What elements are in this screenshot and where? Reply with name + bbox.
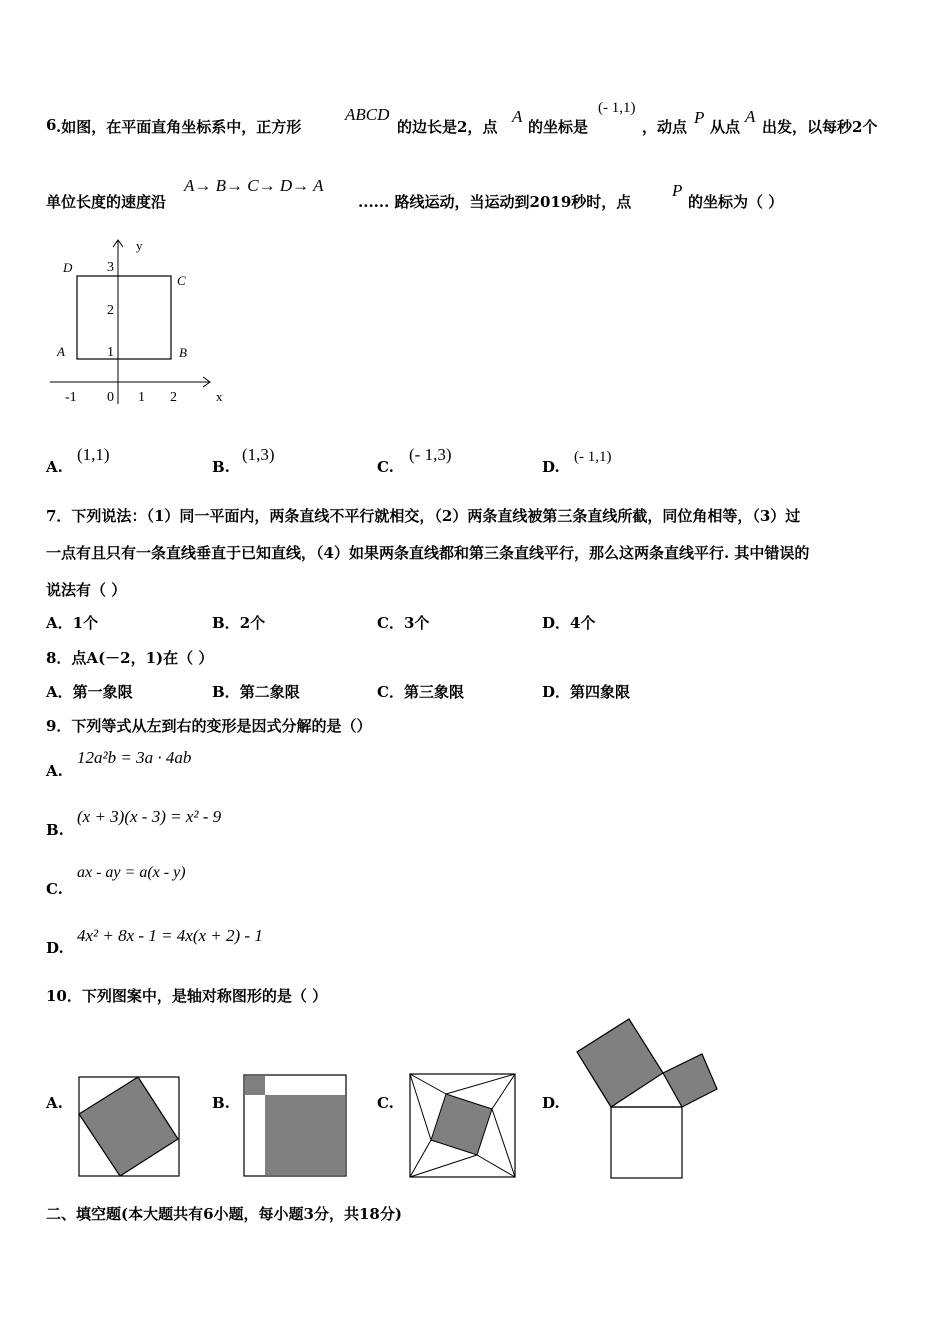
q6-coordinate-figure: [48, 234, 238, 409]
q6-math-a: A: [512, 107, 523, 126]
q6-math-a2: A: [745, 107, 756, 126]
q6-math-abcd: ABCD: [345, 105, 390, 124]
q10-stem: 10．下列图案中，是轴对称图形的是（ ）: [46, 987, 328, 1005]
q6-text-5: 从点: [710, 118, 741, 136]
q7-option-d: D．4个: [542, 614, 596, 632]
x-axis-label: x: [216, 389, 223, 404]
q8-option-d: D．第四象限: [542, 683, 631, 701]
x-tick-label: -1: [65, 390, 77, 405]
q8-stem: 8．点A(－2，1)在（ ）: [46, 649, 214, 667]
q6-option-b-label: B.: [212, 458, 230, 476]
x-tick-label: 1: [138, 390, 145, 405]
x-tick-label: 2: [170, 390, 177, 405]
q9-option-d-equation: 4x² + 8x - 1 = 4x(x + 2) - 1: [77, 926, 263, 945]
q6-text-9: 的坐标为（ ）: [688, 193, 784, 211]
q6-math-path: A→ B→ C→ D→ A: [184, 176, 324, 195]
y-tick-label: 2: [107, 303, 114, 318]
q6-text-1: .如图，在平面直角坐标系中，正方形: [56, 118, 302, 136]
q6-text-4: ，动点: [642, 118, 688, 136]
q7-line-2: 一点有且只有一条直线垂直于已知直线，（4）如果两条直线都和第三条直线平行，那么这两条直线平行. 其中错误的: [46, 544, 810, 562]
q10-option-d-label: D.: [542, 1094, 560, 1112]
q6-option-d-value: (- 1,1): [574, 449, 612, 465]
point-d-label: D: [63, 260, 73, 275]
q7-line-3: 说法有（ ）: [46, 581, 127, 599]
point-a-label: A: [57, 344, 65, 359]
q6-math-p2: P: [672, 181, 683, 200]
q6-text-6: 出发，以每秒2个: [762, 118, 878, 136]
q10-figure-d: [574, 1016, 720, 1180]
corner-small-square: [245, 1076, 265, 1095]
q10-figure-a: [78, 1076, 181, 1177]
right-tilted-square: [663, 1054, 717, 1107]
q6-text-8: ...... 路线运动，当运动到2019秒时，点: [358, 193, 632, 211]
q9-option-b-label: B.: [46, 821, 64, 839]
q7-option-a: A．1个: [46, 614, 99, 632]
q6-option-c-label: C.: [377, 458, 394, 476]
q7-option-c: C．3个: [377, 614, 430, 632]
q8-option-a: A．第一象限: [46, 683, 133, 701]
q10-option-c-label: C.: [377, 1094, 394, 1112]
q9-option-a-equation: 12a²b = 3a · 4ab: [77, 748, 192, 767]
q6-text-3: 的坐标是: [528, 118, 589, 136]
q6-number: 6: [46, 116, 57, 134]
q6-option-a-value: (1,1): [77, 445, 110, 464]
q6-option-c-value: (- 1,3): [409, 445, 452, 464]
q7-option-b: B．2个: [212, 614, 266, 632]
q6-option-a-label: A.: [46, 458, 63, 476]
q8-option-b: B．第二象限: [212, 683, 300, 701]
q10-option-b-label: B.: [212, 1094, 230, 1112]
q9-option-a-label: A.: [46, 762, 63, 780]
left-tilted-square: [577, 1019, 663, 1107]
point-b-label: B: [179, 345, 187, 360]
q9-option-c-equation: ax - ay = a(x - y): [77, 864, 186, 881]
q6-option-b-value: (1,3): [242, 445, 275, 464]
y-axis-label: y: [136, 238, 143, 253]
square-abcd: [77, 276, 171, 359]
q9-option-b-equation: (x + 3)(x - 3) = x² - 9: [77, 807, 222, 826]
q6-option-d-label: D.: [542, 458, 560, 476]
y-tick-label: 1: [107, 345, 114, 360]
q10-figure-c: [409, 1073, 516, 1178]
bottom-square: [611, 1107, 682, 1178]
q6-math-coord: (- 1,1): [598, 100, 636, 116]
large-shaded-square: [265, 1095, 345, 1175]
q10-figure-b: [243, 1074, 347, 1177]
y-tick-label: 3: [107, 260, 114, 275]
q9-option-d-label: D.: [46, 939, 64, 957]
section-2-heading: 二、填空题(本大题共有6小题，每小题3分，共18分): [46, 1205, 402, 1223]
q6-math-p: P: [694, 108, 705, 127]
q8-option-c: C．第三象限: [377, 683, 464, 701]
x-tick-label: 0: [107, 390, 114, 405]
q7-line-1: 7．下列说法：（1）同一平面内，两条直线不平行就相交，（2）两条直线被第三条直线所截，同位角相等，（3）过: [46, 507, 801, 525]
q10-option-a-label: A.: [46, 1094, 63, 1112]
q9-stem: 9．下列等式从左到右的变形是因式分解的是（）: [46, 717, 372, 735]
q9-option-c-label: C.: [46, 880, 63, 898]
q6-text-7: 单位长度的速度沿: [46, 193, 167, 211]
q6-text-2: 的边长是2，点: [397, 118, 498, 136]
point-c-label: C: [177, 273, 186, 288]
